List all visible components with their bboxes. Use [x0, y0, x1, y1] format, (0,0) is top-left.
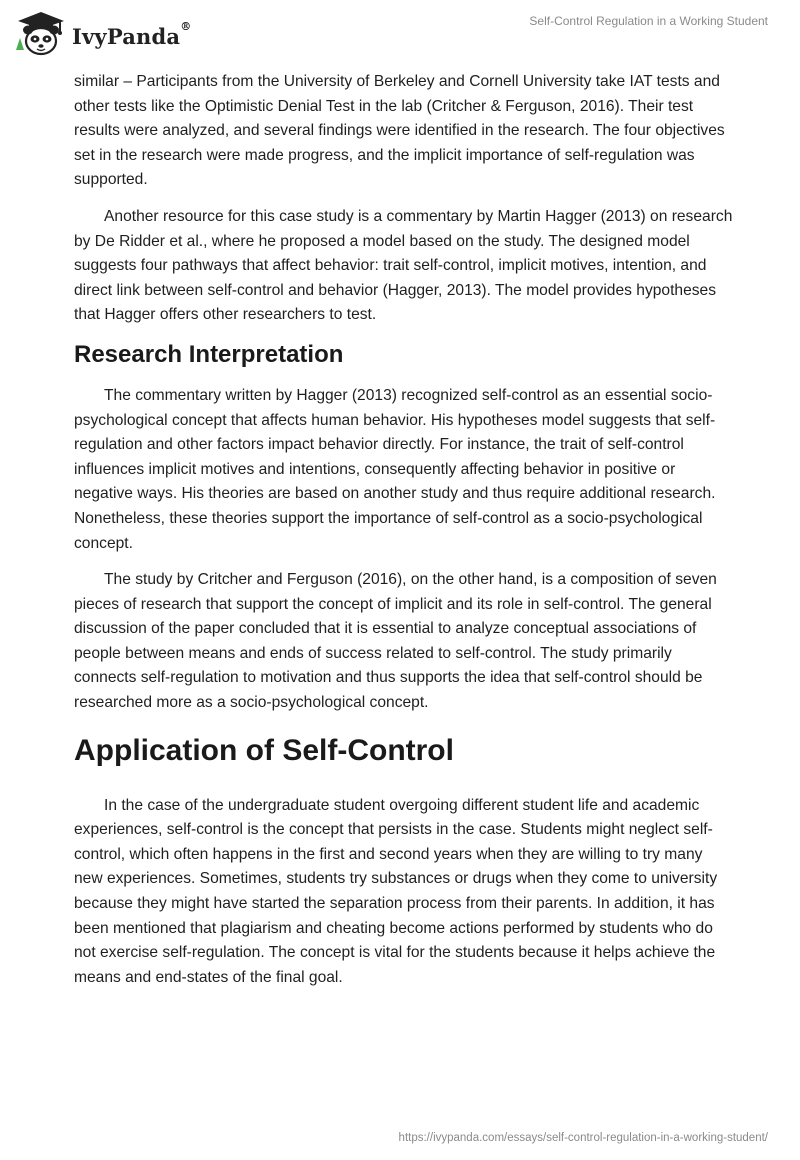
document-title: Self-Control Regulation in a Working Student	[529, 14, 768, 28]
brand-name	[72, 19, 192, 49]
paragraph-application: In the case of the undergraduate student overgoing different student life and academic experiences, self-control is the concept that persists in the case. Students might neglect self-control, which often happens in the first and second years when they are willing to try many new experiences. Sometimes, students try substances or drugs when they come to university because they might have started the separation process from their parents. In addition, it has been mentioned that plagiarism and cheating become actions performed by students who do not exercise self-regulation. The concept is vital for the students because it helps achieve the means and end-states of the final goal.	[74, 796, 718, 986]
ivypanda-logo[interactable]	[14, 8, 191, 58]
panda-graduate-icon	[14, 8, 68, 58]
registered-mark: ®	[180, 19, 192, 33]
paragraph-hagger-interpretation: The commentary written by Hagger (2013) recognized self-control as an essential socio-psychological concept that affects human behavior. His hypotheses model suggests that self-regulation and other factors impact behavior directly. For instance, the trait of self-control influences implicit motives and intentions, consequently affecting behavior in positive or negative ways. His theories are based on another study and thus require additional research. Nonetheless, these theories support the importance of self-control as a socio-psychological concept.	[74, 386, 716, 552]
heading-application-of-self-control: Application of Self-Control	[74, 733, 454, 767]
source-url[interactable]: https://ivypanda.com/essays/self-control-regulation-in-a-working-student/	[398, 1132, 768, 1144]
brand-text: IvyPanda	[72, 23, 181, 49]
paragraph-hagger-commentary: Another resource for this case study is a commentary by Martin Hagger (2013) on research by De Ridder et al., where he proposed a model based on the study. The designed model suggests four pathways that affect behavior: trait self-control, implicit motives, intention, and direct link between self-control and behavior (Hagger, 2013). The model provides hypotheses that Hagger offers other researchers to test.	[74, 207, 733, 324]
heading-research-interpretation: Research Interpretation	[74, 340, 344, 368]
paragraph-critcher-ferguson: The study by Critcher and Ferguson (2016), on the other hand, is a composition of seven pieces of research that support the concept of implicit and its role in self-control. The general discussion of the paper concluded that it is essential to analyze conceptual associations of people between means and ends of success related to self-control. The study primarily connects self-regulation to motivation and thus supports the idea that self-control should be researched more as a socio-psychological concept.	[74, 571, 717, 712]
paragraph-continuation: similar – Participants from the University of Berkeley and Cornell University take IAT tests and other tests like the Optimistic Denial Test in the lab (Critcher & Ferguson, 2016). Their test results were analyzed, and several findings were identified in the research. The four objectives set in the research were made progress, and the implicit importance of self-regulation was supported.	[74, 73, 725, 189]
page-header	[0, 0, 800, 70]
essay-content	[74, 70, 734, 1002]
